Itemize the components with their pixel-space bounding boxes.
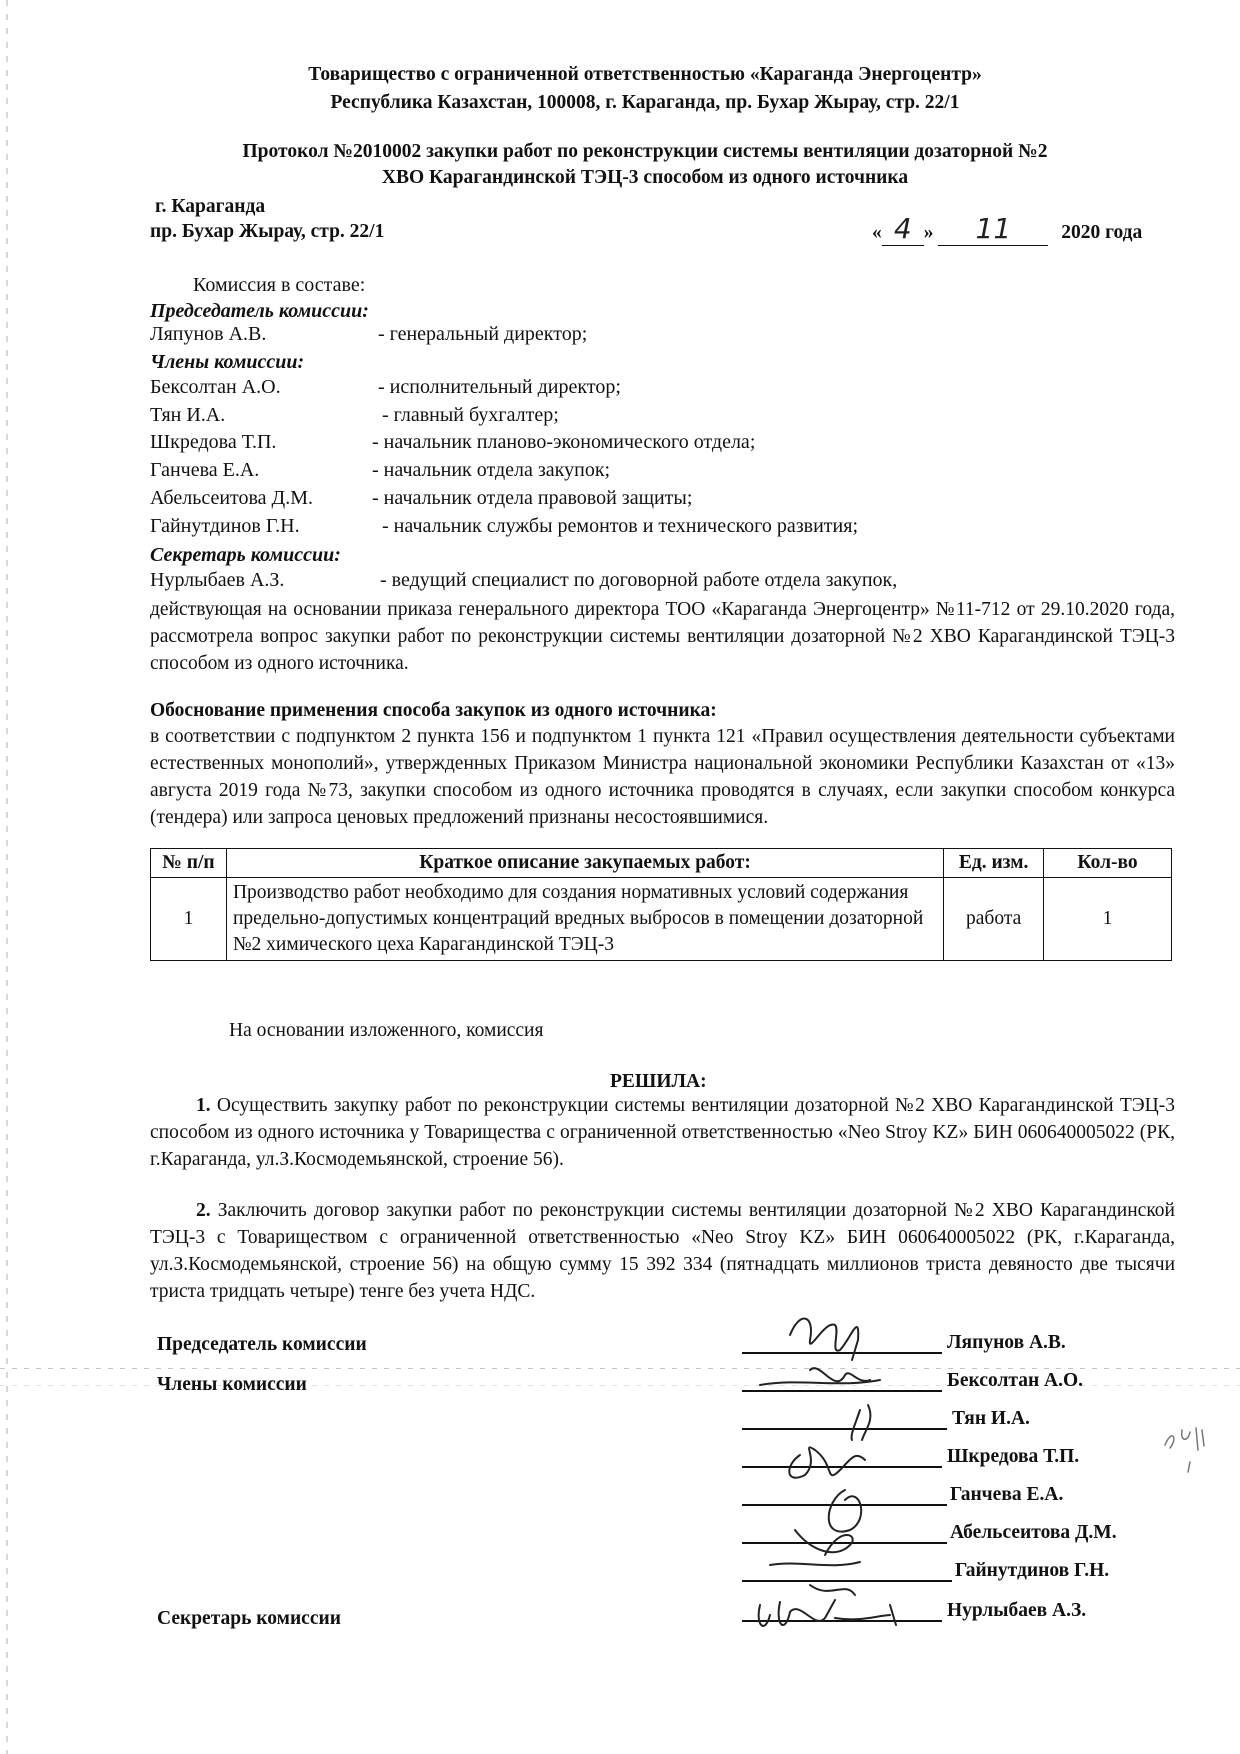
header-description: Краткое описание закупаемых работ: bbox=[226, 849, 943, 878]
signature-members-label: Члены комиссии bbox=[157, 1374, 307, 1395]
row-num: 1 bbox=[151, 878, 227, 961]
commission-intro: Комиссия в составе: bbox=[193, 274, 366, 296]
table-header-row bbox=[151, 849, 1172, 878]
signature-name: Ганчева Е.А. bbox=[950, 1484, 1064, 1505]
handwritten-signatures-icon bbox=[740, 1300, 970, 1640]
org-name: Товарищество с ограниченной ответственностью «Караганда Энергоцентр» bbox=[308, 64, 982, 85]
date-year: 2020 года bbox=[1061, 222, 1143, 243]
member-name: Ганчева Е.А. bbox=[150, 459, 260, 481]
justification-text: в соответствии с подпунктом 2 пункта 156 и подпунктом 1 пункта 121 «Правил осуществления деятельности субъектами естественных монополий», утвержденных Приказом Министра национальной экономики Республики Казахстан от «13» августа 2019 года №73, закупки способом из одного источника проводятся в случаях, если закупки способом конкурса (тендера) или запроса ценовых предложений признаны несостоявшимися. bbox=[150, 726, 1175, 828]
member-role: - начальник службы ремонтов и технического развития; bbox=[382, 515, 858, 537]
row-qty: 1 bbox=[1044, 878, 1172, 961]
signature-name: Абельсеитова Д.М. bbox=[950, 1522, 1117, 1543]
header-qty: Кол-во bbox=[1044, 849, 1172, 878]
works-table bbox=[150, 848, 1172, 961]
decision-item-1 bbox=[150, 1092, 1175, 1173]
org-address: Республика Казахстан, 100008, г. Караганда, пр. Бухар Жырау, стр. 22/1 bbox=[330, 92, 960, 113]
place-street: пр. Бухар Жырау, стр. 22/1 bbox=[150, 221, 385, 242]
header-unit: Ед. изм. bbox=[944, 849, 1044, 878]
secretary-heading: Секретарь комиссии: bbox=[150, 544, 341, 566]
secretary-role: - ведущий специалист по договорной работе отдела закупок, bbox=[380, 569, 898, 591]
signature-name: Ляпунов А.В. bbox=[947, 1332, 1066, 1353]
header-num: № п/п bbox=[151, 849, 227, 878]
member-name: Шкредова Т.П. bbox=[150, 431, 277, 453]
scan-line-artifact bbox=[0, 1368, 1240, 1369]
protocol-title-line-1: Протокол №2010002 закупки работ по реконструкции системы вентиляции дозаторной №2 bbox=[242, 141, 1048, 162]
signature-name: Бексолтан А.О. bbox=[947, 1370, 1084, 1391]
decision-item-number: 1. bbox=[196, 1095, 211, 1116]
signature-name: Шкредова Т.П. bbox=[947, 1446, 1080, 1467]
chair-name: Ляпунов А.В. bbox=[150, 323, 267, 345]
margin-initials-icon bbox=[1160, 1420, 1230, 1480]
row-description: Производство работ необходимо для создания нормативных условий содержания предельно-допустимых концентраций вредных выбросов в помещении дозаторной №2 химического цеха Карагандинской ТЭЦ-3 bbox=[226, 878, 943, 961]
signature-name: Нурлыбаев А.З. bbox=[947, 1600, 1087, 1621]
member-role: - главный бухгалтер; bbox=[382, 404, 559, 426]
decision-item-text: Осуществить закупку работ по реконструкции системы вентиляции дозаторной №2 ХВО Карагандинской ТЭЦ-3 способом из одного источника у Товарищества с ограниченной ответственностью «Neo Stroy KZ» БИН 060640005022 (РК, г.Караганда, ул.З.Космодемьянской, строение 56). bbox=[150, 1095, 1176, 1170]
table-row bbox=[151, 878, 1172, 961]
decision-item-text: Заключить договор закупки работ по реконструкции системы вентиляции дозаторной №2 ХВО Карагандинской ТЭЦ-3 с Товариществом с ограниченной ответственностью «Neo Stroy KZ» БИН 060640005022 (РК, г.Караганда, ул.З.Космодемьянской, строение 56) на общую сумму 15 392 334 (пятнадцать миллионов триста девяносто две тысячи триста тридцать четыре) тенге без учета НДС. bbox=[150, 1200, 1175, 1302]
member-name: Бексолтан А.О. bbox=[150, 376, 281, 398]
member-role: - начальник планово-экономического отдела; bbox=[372, 431, 756, 453]
date-open-quote: « bbox=[872, 222, 882, 243]
signature-name: Гайнутдинов Г.Н. bbox=[955, 1560, 1110, 1581]
member-name: Гайнутдинов Г.Н. bbox=[150, 515, 300, 537]
protocol-title-line-2: ХВО Карагандинской ТЭЦ-3 способом из одного источника bbox=[381, 167, 909, 188]
justification-heading: Обоснование применения способа закупок из одного источника: bbox=[150, 700, 717, 721]
row-unit: работа bbox=[944, 878, 1044, 961]
signature-chair-label: Председатель комиссии bbox=[157, 1334, 367, 1355]
protocol-date bbox=[872, 212, 1142, 246]
decision-item-2 bbox=[150, 1197, 1175, 1305]
decision-heading: РЕШИЛА: bbox=[610, 1071, 707, 1092]
date-month: 11 bbox=[938, 212, 1048, 246]
decision-item-number: 2. bbox=[196, 1200, 211, 1221]
scan-edge-artifact bbox=[6, 0, 8, 1754]
secretary-name: Нурлыбаев А.З. bbox=[150, 569, 285, 591]
date-day: 4 bbox=[882, 212, 924, 246]
chair-role: - генеральный директор; bbox=[378, 323, 588, 345]
member-role: - исполнительный директор; bbox=[378, 376, 621, 398]
signature-secretary-label: Секретарь комиссии bbox=[157, 1608, 341, 1629]
place-city: г. Караганда bbox=[155, 196, 266, 217]
members-heading: Члены комиссии: bbox=[150, 351, 305, 373]
basis-text: На основании изложенного, комиссия bbox=[229, 1020, 544, 1041]
member-role: - начальник отдела правовой защиты; bbox=[372, 487, 693, 509]
member-name: Абельсеитова Д.М. bbox=[150, 487, 313, 509]
signature-name: Тян И.А. bbox=[952, 1408, 1030, 1429]
member-role: - начальник отдела закупок; bbox=[372, 459, 611, 481]
date-close-quote: » bbox=[923, 222, 934, 243]
member-name: Тян И.А. bbox=[150, 404, 226, 426]
intro-paragraph: действующая на основании приказа генерального директора ТОО «Караганда Энергоцентр» №11-712 от 29.10.2020 года, рассмотрела вопрос закупки работ по реконструкции системы вентиляции дозаторной №2 ХВО Карагандинской ТЭЦ-3 способом из одного источника. bbox=[150, 599, 1175, 674]
chair-heading: Председатель комиссии: bbox=[150, 300, 369, 322]
